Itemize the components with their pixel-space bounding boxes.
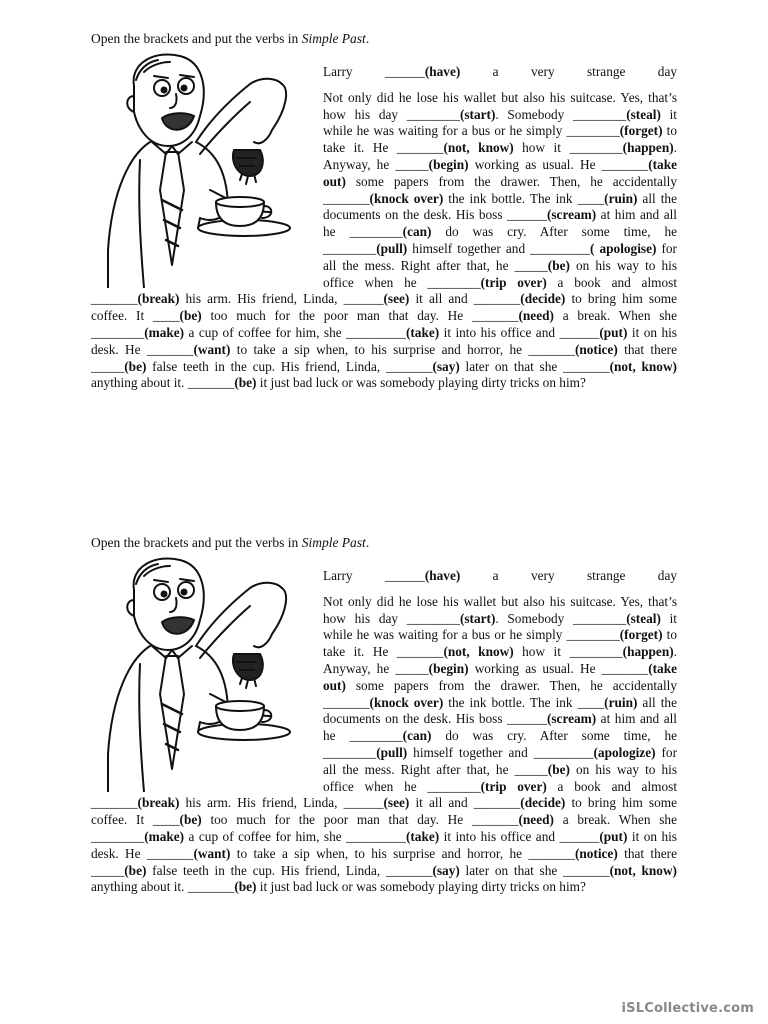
verb-hint: (steal) xyxy=(626,106,661,122)
text-run: Not only did he lose his wallet but also his suitcase. Yes, that’s how his day ________ xyxy=(323,593,677,626)
text-run: working as usual. He _______ xyxy=(468,156,649,172)
text-run: do was cry. After some time, he ________ xyxy=(323,728,677,760)
text-run: for all the mess. Right after that, he _____ xyxy=(323,240,677,273)
verb-hint: (need) xyxy=(518,812,554,828)
verb-hint: (make) xyxy=(144,324,185,340)
text-run: . Anyway, he _____ xyxy=(323,140,677,172)
text-run: his arm. His friend, Linda, ______ xyxy=(179,795,384,811)
text-run: to take it. He _______ xyxy=(323,627,677,660)
text-run: at him and all he ________ xyxy=(323,711,677,744)
verb-hint: ( apologise) xyxy=(590,240,657,256)
text-run: that there _____ xyxy=(91,845,677,878)
text-run: working as usual. He _______ xyxy=(468,660,649,676)
text-run: it while he was waiting for a bus or he simply ________ xyxy=(323,106,678,139)
text-run: a book and almost _______ xyxy=(91,274,678,307)
text-run: at him and all he ________ xyxy=(323,207,677,240)
verb-hint: (take) xyxy=(405,828,440,844)
text-run: false teeth in the cup. His friend, Linda, _______ xyxy=(146,358,433,374)
text-run: the ink bottle. The ink ____ xyxy=(443,190,605,206)
text-run: it all and _______ xyxy=(409,291,521,307)
text-run: ______ xyxy=(384,568,425,583)
verb-hint: (put) xyxy=(599,324,628,340)
verb-hint: (say) xyxy=(432,862,460,878)
verb-hint: (be) xyxy=(179,812,202,828)
worksheet-1 xyxy=(0,28,768,498)
verb-hint: (say) xyxy=(432,358,460,374)
text-run: it while he was waiting for a bus or he simply ________ xyxy=(323,610,678,643)
verb-hint: (be) xyxy=(234,879,257,895)
verb-hint: (be) xyxy=(179,308,202,324)
text-run: it just bad luck or was somebody playing dirty tricks on him? xyxy=(256,375,586,391)
text-run: a break. When she ________ xyxy=(91,812,677,844)
verb-hint: (ruin) xyxy=(604,694,638,710)
verb-hint: (trip over) xyxy=(480,778,547,794)
verb-hint: (start) xyxy=(459,106,496,122)
text-run: to bring him some coffee. It ____ xyxy=(91,291,677,324)
text-run: to bring him some coffee. It ____ xyxy=(91,795,677,828)
text-run: on his way to his office when he ________ xyxy=(323,257,677,290)
text-run: it all and _______ xyxy=(409,795,521,811)
exercise-paragraph xyxy=(91,568,677,896)
verb-hint: (break) xyxy=(137,291,180,307)
text-run: the ink bottle. The ink ____ xyxy=(443,694,605,710)
text-run: a very strange day xyxy=(460,64,678,79)
text-run: to take a sip when, to his surprise and horror, he _______ xyxy=(230,341,575,357)
text-run: some papers from the drawer. Then, he accidentally _______ xyxy=(323,173,677,206)
instruction: Open the brackets and put the verbs in Simple Past. xyxy=(91,535,370,550)
text-run: that there _____ xyxy=(91,341,677,374)
picture-space xyxy=(91,64,323,286)
text-run: Larry xyxy=(323,568,385,583)
text-run: too much for the poor man that day. He _______ xyxy=(201,308,519,324)
verb-hint: (forget) xyxy=(619,123,663,139)
verb-hint: (pull) xyxy=(376,744,408,760)
text-run: Larry xyxy=(323,64,385,79)
verb-hint: (see) xyxy=(383,291,410,307)
text-run: all the documents on the desk. His boss ______ xyxy=(323,190,677,223)
text-run: a cup of coffee for him, she _________ xyxy=(184,828,406,844)
verb-hint: (have) xyxy=(424,568,461,583)
verb-hint: (ruin) xyxy=(604,190,638,206)
verb-hint: (be) xyxy=(547,257,570,273)
text-run: his arm. His friend, Linda, ______ xyxy=(179,291,384,307)
verb-hint: (not, know) xyxy=(609,862,677,878)
verb-hint: (be) xyxy=(124,358,147,374)
text-run: false teeth in the cup. His friend, Linda, _______ xyxy=(146,862,433,878)
verb-hint: (scream) xyxy=(546,207,597,223)
text-run: to take it. He _______ xyxy=(323,123,677,156)
verb-hint: (knock over) xyxy=(369,190,444,206)
text-run: . Somebody ________ xyxy=(495,106,627,122)
text-run: a break. When she ________ xyxy=(91,308,677,340)
verb-hint: (be) xyxy=(547,761,570,777)
text-run: it on his desk. He _______ xyxy=(91,828,677,861)
text-run: later on that she _______ xyxy=(459,862,610,878)
text-run: . Somebody ________ xyxy=(495,610,627,626)
text-run: later on that she _______ xyxy=(459,358,610,374)
verb-hint: (pull) xyxy=(376,240,408,256)
verb-hint: (be) xyxy=(234,375,257,391)
verb-hint: (put) xyxy=(599,828,628,844)
text-run: how it ________ xyxy=(513,644,623,660)
text-run: it into his office and ______ xyxy=(439,828,600,844)
verb-hint: (notice) xyxy=(574,341,618,357)
verb-hint: (happen) xyxy=(622,140,674,156)
verb-hint: (forget) xyxy=(619,627,663,643)
verb-hint: (break) xyxy=(137,795,180,811)
verb-hint: (not, know) xyxy=(443,644,514,660)
verb-hint: (decide) xyxy=(520,291,566,307)
text-run: Not only did he lose his wallet but also his suitcase. Yes, that’s how his day ________ xyxy=(323,89,677,122)
site-watermark: iSLCollective.com xyxy=(621,1001,754,1016)
text-run: a cup of coffee for him, she _________ xyxy=(184,324,406,340)
picture-space xyxy=(91,568,323,790)
text-run: a very strange day xyxy=(460,568,678,583)
text-run: it just bad luck or was somebody playing dirty tricks on him? xyxy=(256,879,586,895)
verb-hint: (take) xyxy=(405,324,440,340)
verb-hint: (start) xyxy=(459,610,496,626)
verb-hint: (need) xyxy=(518,308,554,324)
verb-hint: (apologize) xyxy=(593,744,656,760)
verb-hint: (want) xyxy=(193,845,231,861)
text-run: himself together and _________ xyxy=(407,744,594,760)
verb-hint: (take out) xyxy=(323,156,677,189)
verb-hint: (begin) xyxy=(428,660,469,676)
verb-hint: (decide) xyxy=(520,795,566,811)
text-run: for all the mess. Right after that, he _____ xyxy=(323,744,677,777)
text-run: on his way to his office when he ________ xyxy=(323,761,677,794)
verb-hint: (have) xyxy=(424,64,461,79)
text-run: himself together and _________ xyxy=(407,240,591,256)
text-run: too much for the poor man that day. He _______ xyxy=(201,812,519,828)
verb-hint: (trip over) xyxy=(480,274,547,290)
text-run: to take a sip when, to his surprise and horror, he _______ xyxy=(230,845,575,861)
verb-hint: (not, know) xyxy=(609,358,677,374)
verb-hint: (knock over) xyxy=(369,694,444,710)
text-run: it into his office and ______ xyxy=(439,324,600,340)
verb-hint: (scream) xyxy=(546,711,597,727)
text-run: how it ________ xyxy=(513,140,623,156)
verb-hint: (want) xyxy=(193,341,231,357)
exercise-paragraph xyxy=(91,64,677,392)
verb-hint: (make) xyxy=(144,828,185,844)
text-run: all the documents on the desk. His boss ______ xyxy=(323,694,677,727)
verb-hint: (be) xyxy=(124,862,147,878)
text-run: some papers from the drawer. Then, he accidentally _______ xyxy=(323,677,677,710)
text-run: ______ xyxy=(384,64,425,79)
text-run: . Anyway, he _____ xyxy=(323,644,677,676)
text-run: do was cry. After some time, he ________ xyxy=(323,224,677,256)
text-run: it on his desk. He _______ xyxy=(91,324,677,357)
verb-hint: (can) xyxy=(402,728,432,744)
instruction: Open the brackets and put the verbs in Simple Past. xyxy=(91,31,370,46)
verb-hint: (see) xyxy=(383,795,410,811)
verb-hint: (take out) xyxy=(323,660,677,693)
verb-hint: (can) xyxy=(402,224,432,240)
verb-hint: (notice) xyxy=(574,845,618,861)
verb-hint: (happen) xyxy=(622,644,674,660)
verb-hint: (steal) xyxy=(626,610,661,626)
worksheet-2 xyxy=(0,532,768,1002)
text-run: anything about it. _______ xyxy=(91,375,235,391)
verb-hint: (begin) xyxy=(428,156,469,172)
text-run: a book and almost _______ xyxy=(91,778,678,811)
verb-hint: (not, know) xyxy=(443,140,514,156)
text-run: anything about it. _______ xyxy=(91,879,235,895)
